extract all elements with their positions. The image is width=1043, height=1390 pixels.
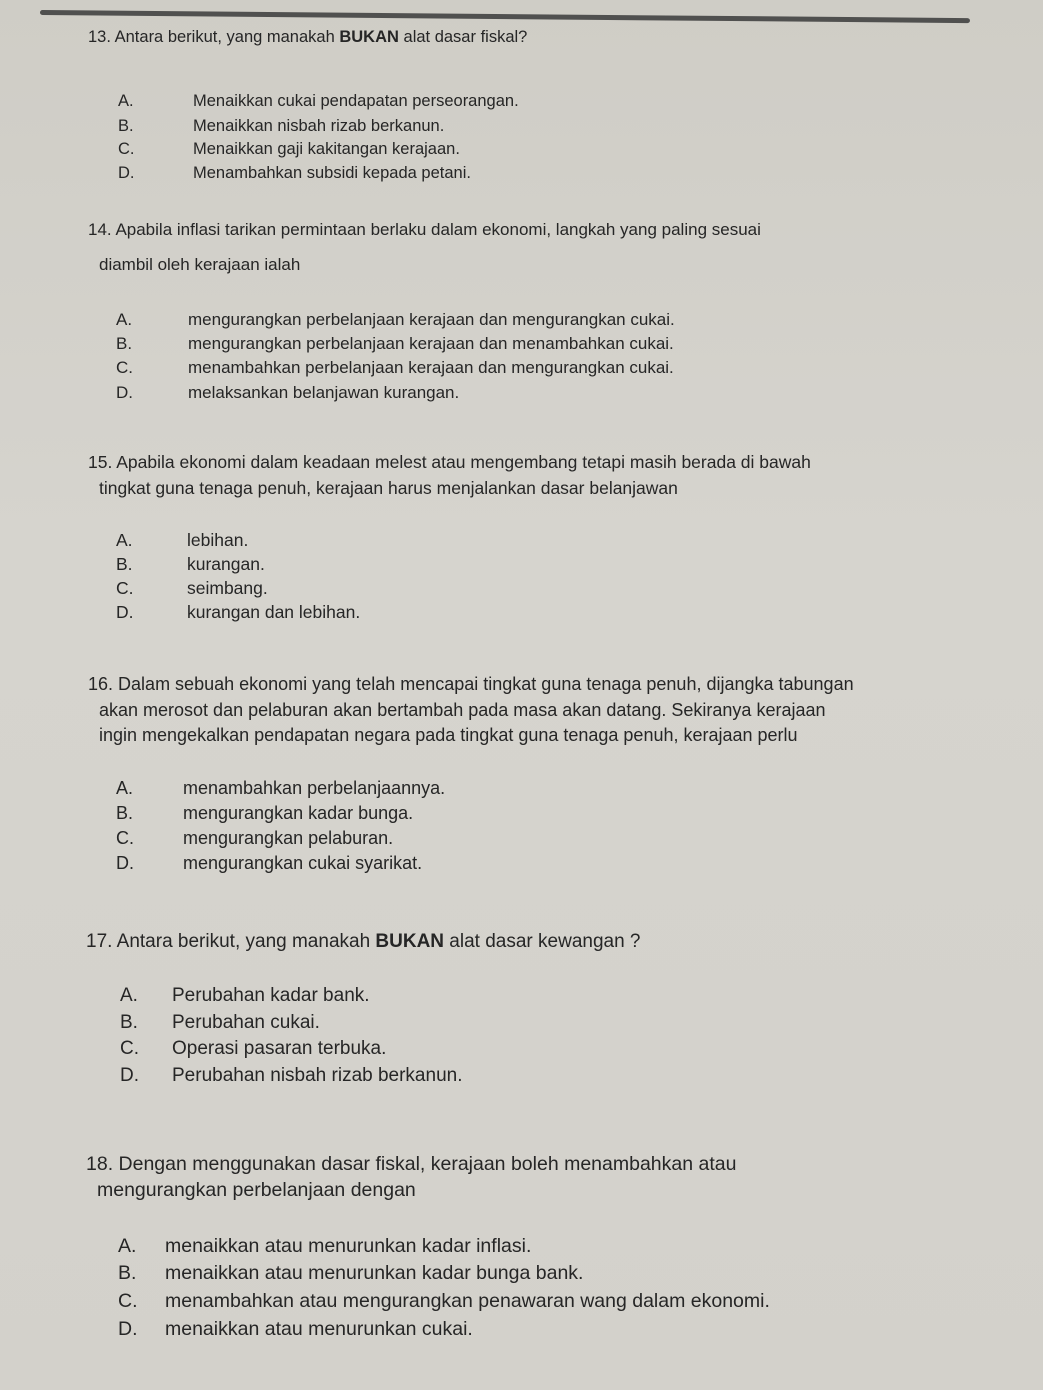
option-text: Menaikkan gaji kakitangan kerajaan. bbox=[193, 140, 460, 158]
stem-text: Apabila inflasi tarikan permintaan berlaku dalam ekonomi, langkah yang paling sesuai bbox=[115, 220, 761, 239]
stem-text: alat dasar kewangan ? bbox=[444, 931, 641, 952]
option-text: menambahkan atau mengurangkan penawaran wang dalam ekonomi. bbox=[165, 1290, 770, 1312]
option-letter: D. bbox=[118, 164, 135, 182]
question-stem-line bbox=[88, 674, 854, 695]
question-number: 15. bbox=[88, 452, 113, 472]
option-letter: C. bbox=[118, 1290, 138, 1312]
option-letter: C. bbox=[116, 358, 133, 377]
option-letter: A. bbox=[116, 778, 134, 798]
option-letter: B. bbox=[116, 554, 133, 574]
stem-text: tingkat guna tenaga penuh, kerajaan harus menjalankan dasar belanjawan bbox=[99, 478, 678, 498]
stem-text: Apabila ekonomi dalam keadaan melest atau mengembang tetapi masih berada di bawah bbox=[116, 452, 811, 472]
question-stem-line bbox=[86, 931, 641, 953]
question-stem-line bbox=[86, 1153, 736, 1176]
question-number: 17. bbox=[86, 931, 113, 952]
option-text: Menaikkan cukai pendapatan perseorangan. bbox=[193, 92, 519, 110]
question-stem-line bbox=[88, 452, 811, 473]
option-text: Perubahan nisbah rizab berkanun. bbox=[172, 1065, 463, 1086]
option-letter: B. bbox=[116, 803, 134, 823]
option-letter: A. bbox=[118, 1235, 137, 1257]
stem-text: akan merosot dan pelaburan akan bertambah pada masa akan datang. Sekiranya kerajaan bbox=[99, 700, 826, 720]
question-stem-line bbox=[99, 255, 300, 275]
option-text: mengurangkan cukai syarikat. bbox=[183, 853, 423, 873]
stem-text: Antara berikut, yang manakah bbox=[116, 931, 376, 952]
option-letter: A. bbox=[120, 985, 138, 1006]
option-letter: B. bbox=[116, 334, 133, 353]
option-letter: C. bbox=[116, 578, 134, 598]
option-text: kurangan. bbox=[187, 554, 265, 574]
option-letter: D. bbox=[116, 602, 134, 622]
option-letter: C. bbox=[116, 828, 134, 848]
option-letter: D. bbox=[118, 1318, 138, 1340]
option-text: mengurangkan pelaburan. bbox=[183, 828, 394, 848]
option-text: Operasi pasaran terbuka. bbox=[172, 1038, 387, 1059]
emphasis-text: BUKAN bbox=[339, 28, 399, 46]
option-text: Menaikkan nisbah rizab berkanun. bbox=[193, 117, 445, 135]
question-number: 13. bbox=[88, 28, 111, 46]
question-stem-line bbox=[99, 478, 678, 499]
option-text: kurangan dan lebihan. bbox=[187, 602, 361, 622]
option-text: menaikkan atau menurunkan kadar bunga bank. bbox=[165, 1262, 584, 1284]
option-text: menaikkan atau menurunkan kadar inflasi. bbox=[165, 1235, 532, 1257]
option-text: lebihan. bbox=[187, 530, 249, 550]
stem-text: mengurangkan perbelanjaan dengan bbox=[97, 1179, 416, 1201]
page-edge-shadow bbox=[40, 10, 970, 23]
option-letter: A. bbox=[116, 530, 133, 550]
option-text: Perubahan cukai. bbox=[172, 1012, 320, 1033]
option-letter: C. bbox=[120, 1038, 139, 1059]
question-stem-line bbox=[88, 28, 527, 47]
option-letter: D. bbox=[116, 383, 133, 402]
option-letter: A. bbox=[118, 92, 134, 110]
option-letter: A. bbox=[116, 310, 133, 329]
option-text: mengurangkan perbelanjaan kerajaan dan mengurangkan cukai. bbox=[188, 310, 675, 329]
option-text: seimbang. bbox=[187, 578, 268, 598]
option-text: mengurangkan perbelanjaan kerajaan dan menambahkan cukai. bbox=[188, 334, 674, 353]
option-text: Perubahan kadar bank. bbox=[172, 985, 370, 1006]
stem-text: Antara berikut, yang manakah bbox=[114, 28, 340, 46]
option-text: Menambahkan subsidi kepada petani. bbox=[193, 164, 471, 182]
option-letter: D. bbox=[116, 853, 134, 873]
question-stem-line bbox=[88, 220, 761, 240]
option-letter: C. bbox=[118, 140, 135, 158]
option-text: mengurangkan kadar bunga. bbox=[183, 803, 414, 823]
question-stem-line bbox=[99, 700, 826, 721]
option-text: menambahkan perbelanjaan kerajaan dan mengurangkan cukai. bbox=[188, 358, 674, 377]
question-number: 16. bbox=[88, 674, 114, 694]
option-letter: B. bbox=[120, 1012, 138, 1033]
option-letter: B. bbox=[118, 1262, 137, 1284]
stem-text: alat dasar fiskal? bbox=[398, 28, 528, 46]
question-number: 18. bbox=[86, 1153, 114, 1175]
stem-text: Dalam sebuah ekonomi yang telah mencapai tingkat guna tenaga penuh, dijangka tabungan bbox=[118, 674, 854, 694]
option-text: melaksankan belanjawan kurangan. bbox=[188, 383, 460, 402]
option-text: menambahkan perbelanjaannya. bbox=[183, 778, 446, 798]
stem-text: Dengan menggunakan dasar fiskal, kerajaan boleh menambahkan atau bbox=[118, 1153, 737, 1175]
stem-text: diambil oleh kerajaan ialah bbox=[99, 255, 301, 274]
question-stem-line bbox=[99, 725, 798, 746]
option-letter: B. bbox=[118, 117, 134, 135]
option-letter: D. bbox=[120, 1065, 139, 1086]
question-number: 14. bbox=[88, 220, 112, 239]
option-text: menaikkan atau menurunkan cukai. bbox=[165, 1318, 473, 1340]
stem-text: ingin mengekalkan pendapatan negara pada tingkat guna tenaga penuh, kerajaan perlu bbox=[99, 725, 798, 745]
question-stem-line bbox=[97, 1179, 416, 1202]
emphasis-text: BUKAN bbox=[375, 931, 445, 952]
